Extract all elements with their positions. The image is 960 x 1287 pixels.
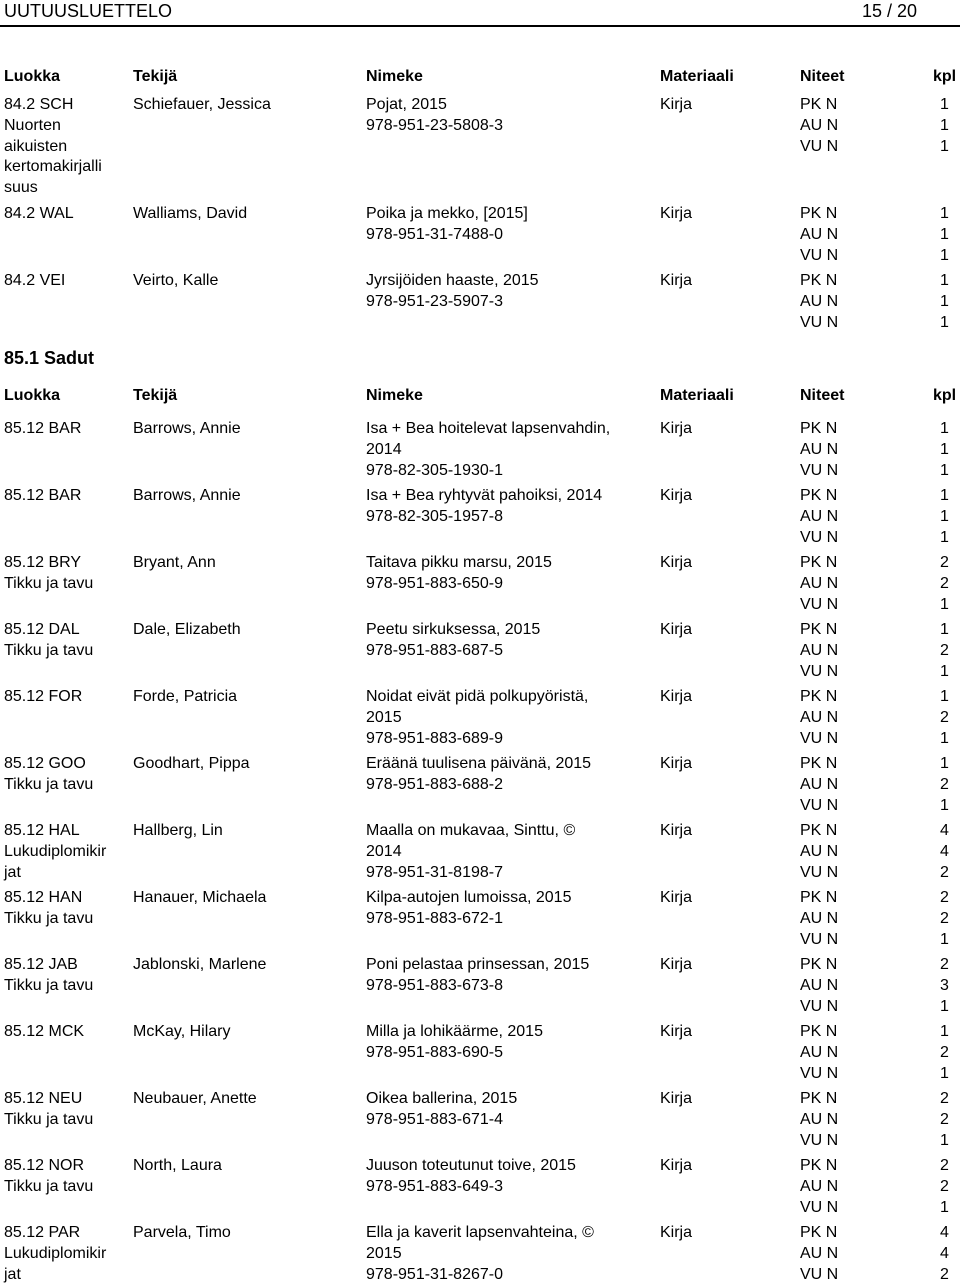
title-line: Poni pelastaa prinsessan, 2015 [366,956,590,973]
entry-material: Kirja [660,1157,693,1174]
count-line: 1 [940,1131,949,1149]
location-line: PK N [800,1090,838,1107]
location-line: VU N [800,1198,839,1216]
classification-line: Tikku ja tavu [4,1177,94,1195]
entry-author: Jablonski, Marlene [133,956,267,973]
entry-author: Parvela, Timo [133,1224,231,1241]
classification-line: Tikku ja tavu [4,976,94,994]
title-line: 978-951-23-5907-3 [366,292,503,310]
title-line: 978-951-883-671-4 [366,1110,503,1128]
entry-copies-location [800,620,860,682]
count-line: 1 [940,272,949,289]
location-line: AU N [800,976,839,994]
location-line: VU N [800,1064,839,1082]
classification-line: aikuisten [4,137,68,155]
count-line: 1 [940,997,949,1015]
entry-classification [4,1089,126,1131]
location-line: VU N [800,137,839,155]
entry-material: Kirja [660,487,693,504]
count-line: 1 [940,796,949,814]
title-line: Isa + Bea hoitelevat lapsenvahdin, [366,420,611,437]
count-line: 4 [940,1224,949,1241]
entry-copies-location [800,1089,860,1151]
column-header-luokka: Luokka [4,387,61,404]
column-header-materiaali: Materiaali [660,68,734,85]
count-line: 1 [940,1064,949,1082]
entry-material: Kirja [660,420,693,437]
count-line: 1 [940,461,949,479]
entry-material: Kirja [660,621,693,638]
count-line: 2 [940,1157,949,1174]
entry-author: Schiefauer, Jessica [133,96,271,113]
entry-copies-count [940,1156,956,1218]
classification-line: Tikku ja tavu [4,775,94,793]
count-line: 2 [940,641,949,659]
entry-title [366,754,656,796]
entry-copies-location [800,754,860,816]
classification-line: 85.12 DAL [4,621,80,638]
count-line: 2 [940,1090,949,1107]
entry-title [366,1223,656,1285]
entry-copies-location [800,271,860,333]
title-line: Poika ja mekko, [2015] [366,205,528,222]
count-line: 1 [940,528,949,546]
column-header-tekija: Tekijä [133,68,178,85]
header-rule [0,25,960,27]
entry-classification [4,687,126,708]
title-line: 978-951-883-689-9 [366,729,503,747]
location-line: AU N [800,641,839,659]
entry-copies-count [940,204,956,266]
count-line: 4 [940,842,949,860]
count-line: 1 [940,246,949,264]
column-header-kpl: kpl [933,387,957,404]
entry-copies-location [800,553,860,615]
entry-author: Hanauer, Michaela [133,889,267,906]
entry-author: Forde, Patricia [133,688,238,705]
entry-copies-location [800,1022,860,1084]
entry-material: Kirja [660,272,693,289]
location-line: PK N [800,420,838,437]
title-line: Juuson toteutunut toive, 2015 [366,1157,576,1174]
location-line: VU N [800,796,839,814]
entry-classification [4,204,126,225]
title-line: Eräänä tuulisena päivänä, 2015 [366,755,592,772]
entry-title [366,1156,656,1198]
count-line: 1 [940,755,949,772]
entry-classification [4,419,126,440]
count-line: 1 [940,313,949,331]
location-line: AU N [800,507,839,525]
location-line: PK N [800,205,838,222]
classification-line: Tikku ja tavu [4,909,94,927]
count-line: 1 [940,1023,949,1040]
title-line: Kilpa-autojen lumoissa, 2015 [366,889,572,906]
entry-copies-count [940,553,956,615]
entry-material: Kirja [660,688,693,705]
entry-classification [4,1156,126,1198]
location-line: VU N [800,1265,839,1283]
location-line: VU N [800,729,839,747]
entry-copies-count [940,419,956,481]
entry-classification [4,271,126,292]
entry-material: Kirja [660,205,693,222]
location-line: AU N [800,1177,839,1195]
location-line: PK N [800,1157,838,1174]
classification-line: Lukudiplomikir [4,1244,107,1262]
entry-copies-count [940,486,956,548]
classification-line: kertomakirjalli [4,158,102,176]
title-line: Isa + Bea ryhtyvät pahoiksi, 2014 [366,487,603,504]
classification-line: 85.12 PAR [4,1224,81,1241]
count-line: 2 [940,775,949,793]
classification-line: 84.2 SCH [4,96,74,113]
entry-classification [4,821,126,883]
entry-copies-count [940,955,956,1017]
title-line: 2015 [366,1244,402,1262]
entry-copies-count [940,620,956,682]
entry-author: Barrows, Annie [133,487,241,504]
count-line: 1 [940,688,949,705]
location-line: VU N [800,313,839,331]
title-line: 978-951-883-650-9 [366,574,503,592]
location-line: AU N [800,1244,839,1262]
entry-classification [4,486,126,507]
location-line: VU N [800,1131,839,1149]
location-line: PK N [800,272,838,289]
count-line: 1 [940,205,949,222]
location-line: PK N [800,1224,838,1241]
entry-copies-count [940,271,956,333]
entry-material: Kirja [660,889,693,906]
title-line: 978-951-883-673-8 [366,976,503,994]
location-line: PK N [800,822,838,839]
location-line: PK N [800,96,838,113]
title-line: 978-951-23-5808-3 [366,116,503,134]
classification-line: 85.12 MCK [4,1023,85,1040]
count-line: 1 [940,1198,949,1216]
location-line: AU N [800,1043,839,1061]
entry-copies-location [800,955,860,1017]
count-line: 1 [940,507,949,525]
title-line: 978-951-883-672-1 [366,909,503,927]
classification-line: Tikku ja tavu [4,641,94,659]
count-line: 1 [940,440,949,458]
location-line: AU N [800,775,839,793]
classification-line: 85.12 BAR [4,420,82,437]
entry-copies-count [940,1022,956,1084]
title-line: 978-951-31-8198-7 [366,863,503,881]
count-line: 3 [940,976,949,994]
classification-line: Tikku ja tavu [4,1110,94,1128]
classification-line: Tikku ja tavu [4,574,94,592]
location-line: AU N [800,1110,839,1128]
page-header [0,0,960,27]
classification-line: jat [4,1265,21,1283]
entry-copies-location [800,821,860,883]
title-line: 978-951-883-688-2 [366,775,503,793]
title-line: Taitava pikku marsu, 2015 [366,554,552,571]
title-line: Jyrsijöiden haaste, 2015 [366,272,539,289]
title-line: Peetu sirkuksessa, 2015 [366,621,541,638]
location-line: VU N [800,930,839,948]
classification-line: 85.12 BRY [4,554,82,571]
entry-copies-location [800,687,860,749]
count-line: 2 [940,863,949,881]
count-line: 1 [940,662,949,680]
entry-author: Hallberg, Lin [133,822,223,839]
location-line: VU N [800,997,839,1015]
entry-author: North, Laura [133,1157,222,1174]
count-line: 2 [940,1110,949,1128]
count-line: 1 [940,225,949,243]
location-line: VU N [800,528,839,546]
title-line: 2015 [366,708,402,726]
count-line: 1 [940,621,949,638]
entry-title [366,1022,656,1064]
entry-title [366,821,656,883]
entry-author: Goodhart, Pippa [133,755,250,772]
entry-author: Walliams, David [133,205,248,222]
location-line: PK N [800,621,838,638]
location-line: VU N [800,662,839,680]
column-header-nimeke: Nimeke [366,387,423,404]
entry-material: Kirja [660,822,693,839]
classification-line: 85.12 JAB [4,956,78,973]
entry-author: Bryant, Ann [133,554,216,571]
entry-title [366,204,656,246]
classification-line: Lukudiplomikir [4,842,107,860]
location-line: AU N [800,842,839,860]
classification-line: 85.12 BAR [4,487,82,504]
count-line: 1 [940,729,949,747]
classification-line: 85.12 NEU [4,1090,83,1107]
entry-title [366,486,656,528]
entry-classification [4,888,126,930]
title-line: Noidat eivät pidä polkupyöristä, [366,688,589,705]
page-number: 15 / 20 [862,1,918,21]
entry-title [366,955,656,997]
entry-classification [4,95,126,199]
column-header-niteet: Niteet [800,387,845,404]
count-line: 1 [940,595,949,613]
count-line: 1 [940,96,949,113]
location-line: PK N [800,688,838,705]
title-line: 2014 [366,440,402,458]
count-line: 1 [940,137,949,155]
count-line: 2 [940,554,949,571]
entry-material: Kirja [660,1224,693,1241]
entry-classification [4,955,126,997]
count-line: 1 [940,487,949,504]
location-line: PK N [800,487,838,504]
column-header-luokka: Luokka [4,68,61,85]
classification-line: 85.12 GOO [4,755,86,772]
entry-copies-count [940,95,956,157]
entry-copies-count [940,687,956,749]
entry-classification [4,620,126,662]
entry-copies-location [800,888,860,950]
entry-copies-count [940,821,956,883]
entry-classification [4,1022,126,1043]
title-line: 978-82-305-1957-8 [366,507,503,525]
location-line: AU N [800,116,839,134]
column-header-tekija: Tekijä [133,387,178,404]
title-line: 978-82-305-1930-1 [366,461,503,479]
location-line: PK N [800,554,838,571]
location-line: PK N [800,889,838,906]
entry-title [366,620,656,662]
classification-line: Nuorten [4,116,61,134]
title-line: Pojat, 2015 [366,96,447,113]
count-line: 1 [940,930,949,948]
title-line: 978-951-31-8267-0 [366,1265,503,1283]
title-line: 978-951-883-649-3 [366,1177,503,1195]
entry-copies-location [800,1156,860,1218]
count-line: 2 [940,1177,949,1195]
count-line: 2 [940,708,949,726]
column-header-niteet: Niteet [800,68,845,85]
title-line: Oikea ballerina, 2015 [366,1090,518,1107]
entry-copies-location [800,486,860,548]
entry-copies-location [800,419,860,481]
classification-line: 85.12 HAN [4,889,83,906]
count-line: 4 [940,1244,949,1262]
entry-material: Kirja [660,554,693,571]
classification-line: jat [4,863,21,881]
location-line: AU N [800,440,839,458]
entry-copies-count [940,1089,956,1151]
title-line: 2014 [366,842,402,860]
entry-copies-location [800,1223,860,1285]
entry-title [366,553,656,595]
entry-author: Neubauer, Anette [133,1090,257,1107]
title-line: 978-951-31-7488-0 [366,225,503,243]
column-header-materiaali: Materiaali [660,387,734,404]
entry-material: Kirja [660,755,693,772]
classification-line: 85.12 FOR [4,688,83,705]
entry-classification [4,1223,126,1285]
count-line: 1 [940,420,949,437]
section-title: 85.1 Sadut [4,348,95,368]
count-line: 2 [940,956,949,973]
title-line: Milla ja lohikäärme, 2015 [366,1023,543,1040]
count-line: 4 [940,822,949,839]
location-line: AU N [800,292,839,310]
location-line: AU N [800,574,839,592]
count-line: 2 [940,909,949,927]
entry-title [366,271,656,313]
entry-copies-count [940,1223,956,1285]
count-line: 2 [940,889,949,906]
entry-material: Kirja [660,1023,693,1040]
entry-title [366,95,656,137]
location-line: VU N [800,595,839,613]
location-line: PK N [800,956,838,973]
title-line: 978-951-883-690-5 [366,1043,503,1061]
entry-title [366,419,656,481]
location-line: AU N [800,909,839,927]
entry-material: Kirja [660,96,693,113]
entry-title [366,687,656,749]
entry-title [366,1089,656,1131]
location-line: AU N [800,225,839,243]
entry-material: Kirja [660,1090,693,1107]
entry-classification [4,553,126,595]
count-line: 2 [940,1043,949,1061]
entry-material: Kirja [660,956,693,973]
entry-author: Veirto, Kalle [133,272,219,289]
location-line: PK N [800,1023,838,1040]
entry-classification [4,754,126,796]
classification-line: 84.2 VEI [4,272,66,289]
count-line: 1 [940,116,949,134]
entry-title [366,888,656,930]
location-line: VU N [800,461,839,479]
classification-line: suus [4,179,38,197]
column-header-kpl: kpl [933,68,957,85]
entry-copies-count [940,888,956,950]
entry-copies-count [940,754,956,816]
count-line: 2 [940,1265,949,1283]
document-title: UUTUUSLUETTELO [4,1,173,21]
column-header-nimeke: Nimeke [366,68,423,85]
entry-copies-location [800,204,860,266]
classification-line: 85.12 HAL [4,822,80,839]
location-line: PK N [800,755,838,772]
classification-line: 85.12 NOR [4,1157,85,1174]
classification-line: 84.2 WAL [4,205,74,222]
title-line: 978-951-883-687-5 [366,641,503,659]
column-header-row [0,386,960,406]
entry-author: McKay, Hilary [133,1023,231,1040]
count-line: 1 [940,292,949,310]
title-line: Ella ja kaverit lapsenvahteina, © [366,1224,594,1241]
column-header-row [0,67,960,87]
entry-author: Barrows, Annie [133,420,241,437]
entry-author: Dale, Elizabeth [133,621,241,638]
count-line: 2 [940,574,949,592]
entry-copies-location [800,95,860,157]
title-line: Maalla on mukavaa, Sinttu, © [366,822,576,839]
location-line: VU N [800,246,839,264]
location-line: VU N [800,863,839,881]
location-line: AU N [800,708,839,726]
